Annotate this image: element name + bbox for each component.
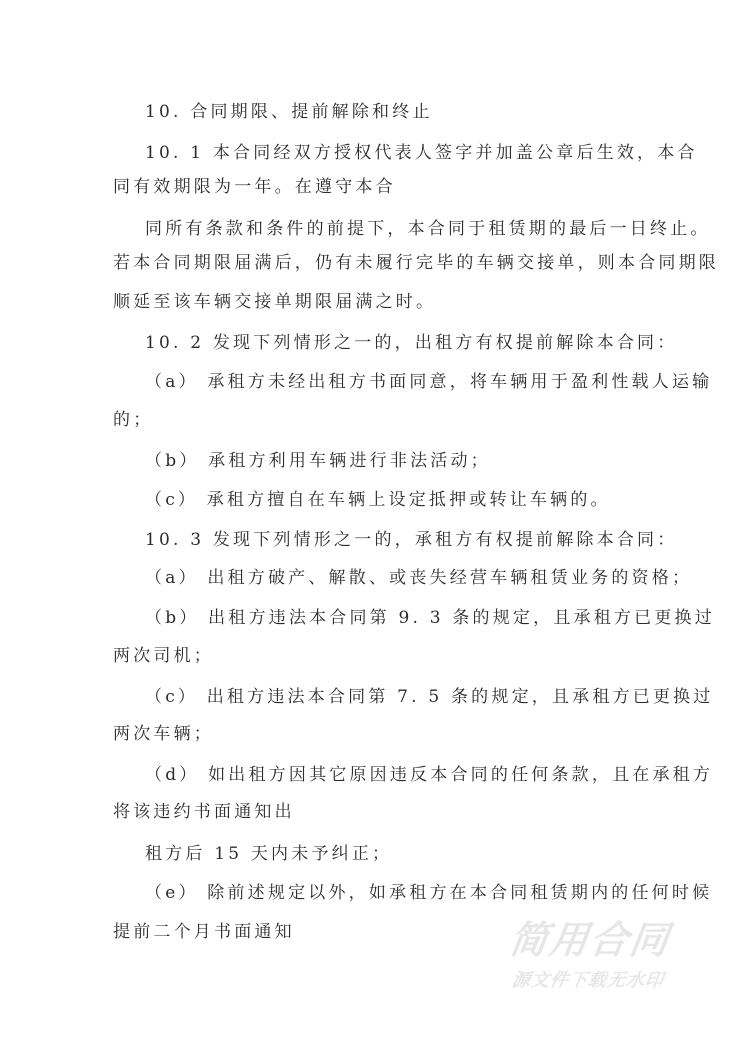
clause-10-3-c-line-1: （c） 出租方违法本合同第 7. 5 条的规定，且承租方已更换过	[145, 687, 714, 707]
watermark-title: 简用合同	[506, 918, 674, 962]
watermark	[506, 918, 710, 994]
clause-10-1-line-2: 同有效期限为一年。在遵守本合	[113, 177, 396, 197]
watermark-subtitle: 源文件下载无水印	[510, 970, 666, 991]
section-heading-10: 10. 合同期限、提前解除和终止	[145, 102, 433, 122]
clause-10-2-heading: 10. 2 发现下列情形之一的，出租方有权提前解除本合同：	[145, 333, 678, 353]
clause-10-3-e-line-2: 提前二个月书面通知	[113, 922, 295, 942]
clause-10-3-c-line-2: 两次车辆；	[113, 724, 214, 744]
clause-10-3-d-line-3: 租方后 15 天内未予纠正；	[145, 844, 393, 864]
clause-10-3-d-line-1: （d） 如出租方因其它原因违反本合同的任何条款，且在承租方	[145, 765, 714, 785]
clause-10-3-b-line-2: 两次司机；	[113, 646, 214, 666]
clause-10-3-d-line-2: 将该违约书面通知出	[113, 802, 295, 822]
clause-10-3-b-line-1: （b） 出租方违法本合同第 9. 3 条的规定，且承租方已更换过	[145, 608, 715, 628]
clause-10-3-e-line-1: （e） 除前述规定以外，如承租方在本合同租赁期内的任何时候	[145, 883, 713, 903]
clause-10-2-a-line-2: 的；	[113, 410, 154, 430]
clause-10-3-a: （a） 出租方破产、解散、或丧失经营车辆租赁业务的资格；	[145, 568, 693, 588]
clause-10-1-line-1: 10. 1 本合同经双方授权代表人签字并加盖公章后生效，本合	[145, 143, 698, 163]
clause-10-1-line-4: 若本合同期限届满后，仍有未履行完毕的车辆交接单，则本合同期限	[113, 253, 719, 273]
clause-10-3-heading: 10. 3 发现下列情形之一的，承租方有权提前解除本合同：	[145, 530, 678, 550]
clause-10-1-line-5: 顺延至该车辆交接单期限届满之时。	[113, 292, 437, 312]
clause-10-2-b: （b） 承租方利用车辆进行非法活动；	[145, 451, 491, 471]
clause-10-2-a-line-1: （a） 承租方未经出租方书面同意，将车辆用于盈利性载人运输	[145, 372, 713, 392]
clause-10-1-line-3: 同所有条款和条件的前提下，本合同于租赁期的最后一日终止。	[145, 219, 711, 239]
clause-10-2-c: （c） 承租方擅自在车辆上设定抵押或转让车辆的。	[145, 490, 611, 510]
